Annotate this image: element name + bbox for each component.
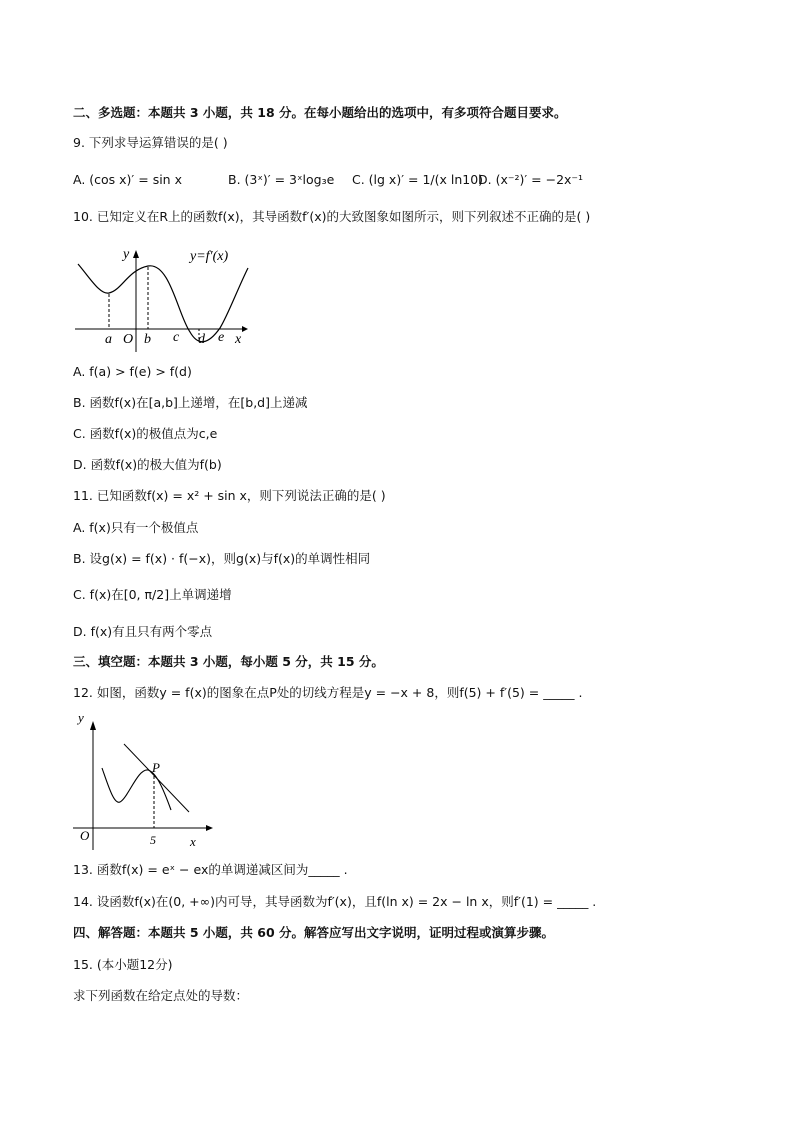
- y-label: y: [123, 247, 130, 262]
- tangent-line: [124, 744, 189, 812]
- q11-option-b: B. 设g(x) = f(x) · f(−x)，则g(x)与f(x)的单调性相同: [73, 551, 371, 566]
- q9-option-d: D. (x⁻²)′ = −2x⁻¹: [478, 172, 584, 187]
- origin-label: O: [123, 332, 134, 347]
- section-2-heading: 二、多选题：本题共 3 小题，共 18 分。在每小题给出的选项中，有多项符合题目要求。: [73, 105, 567, 120]
- q10-stem: 10. 已知定义在R上的函数f(x)，其导函数f′(x)的大致图象如图所示，则下列叙述不正确的是( ): [73, 209, 591, 224]
- e-label: e: [218, 330, 225, 345]
- x-label: x: [235, 332, 242, 347]
- function-curve: [102, 768, 171, 810]
- q10-option-a: A. f(a) > f(e) > f(d): [73, 364, 192, 379]
- p-label: P: [152, 760, 160, 775]
- section-3-heading: 三、填空题：本题共 3 小题，每小题 5 分，共 15 分。: [73, 654, 384, 669]
- q9-stem: 9. 下列求导运算错误的是( ): [73, 135, 228, 150]
- q11-option-d: D. f(x)有且只有两个零点: [73, 624, 213, 639]
- y-label: y: [78, 710, 84, 725]
- q10-derivative-graph: [60, 240, 260, 360]
- x-axis-arrow: [242, 326, 248, 332]
- five-label: 5: [150, 833, 156, 847]
- section-4-heading: 四、解答题：本题共 5 小题，共 60 分。解答应写出文字说明，证明过程或演算步骤。: [73, 925, 555, 940]
- b-label: b: [144, 332, 151, 347]
- q12-stem: 12. 如图，函数y = f(x)的图象在点P处的切线方程是y = −x + 8，则f(5) + f′(5) = _____ .: [73, 685, 583, 700]
- q11-stem: 11. 已知函数f(x) = x² + sin x，则下列说法正确的是( ): [73, 488, 386, 503]
- d-label: d: [198, 332, 205, 347]
- q9-option-a: A. (cos x)′ = sin x: [73, 172, 182, 187]
- q9-option-b: B. (3ˣ)′ = 3ˣlog₃e: [228, 172, 335, 187]
- q11-option-a: A. f(x)只有一个极值点: [73, 520, 199, 535]
- q14-stem: 14. 设函数f(x)在(0, +∞)内可导，其导函数为f′(x)，且f(ln x) = 2x − ln x，则f′(1) = _____ .: [73, 894, 597, 909]
- q10-option-d: D. 函数f(x)的极大值为f(b): [73, 457, 222, 472]
- q15-stem: 15. (本小题12分): [73, 957, 173, 972]
- graph-label: y=f′(x): [190, 249, 229, 264]
- origin-label: O: [80, 828, 90, 843]
- q12-tangent-graph: [60, 710, 220, 850]
- x-axis-arrow: [206, 825, 213, 831]
- a-label: a: [105, 332, 112, 347]
- y-axis-arrow: [133, 250, 139, 258]
- q10-option-c: C. 函数f(x)的极值点为c,e: [73, 426, 218, 441]
- c-label: c: [173, 330, 180, 345]
- y-axis-arrow: [90, 721, 96, 730]
- q10-option-b: B. 函数f(x)在[a,b]上递增，在[b,d]上递减: [73, 395, 308, 410]
- q15-text: 求下列函数在给定点处的导数：: [73, 988, 249, 1003]
- q11-option-c: C. f(x)在[0, π/2]上单调递增: [73, 587, 232, 602]
- q9-option-c: C. (lg x)′ = 1/(x ln10): [352, 172, 484, 187]
- q13-stem: 13. 函数f(x) = eˣ − ex的单调递减区间为_____ .: [73, 862, 348, 877]
- x-label: x: [190, 834, 196, 849]
